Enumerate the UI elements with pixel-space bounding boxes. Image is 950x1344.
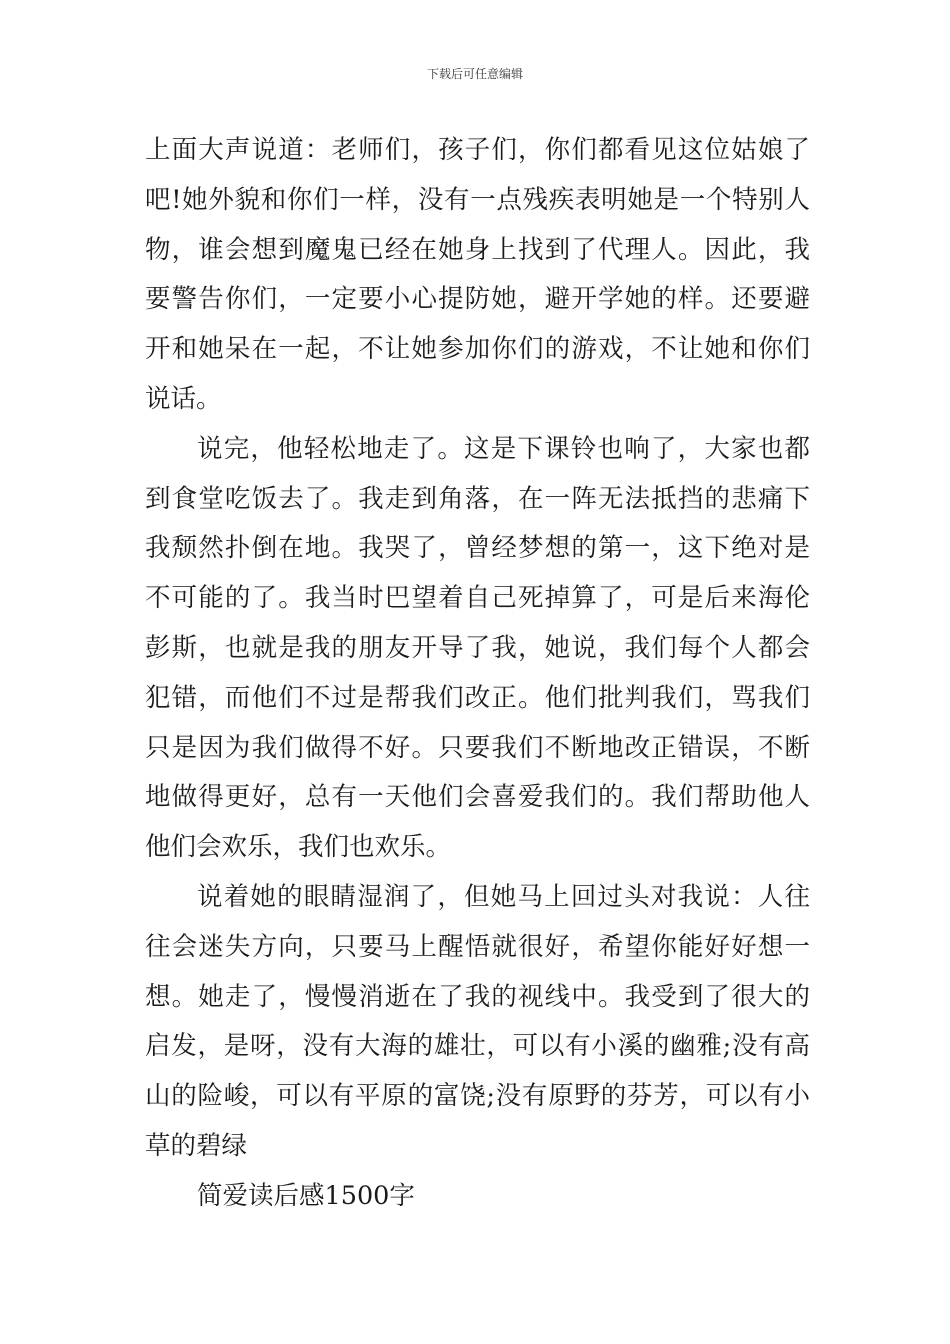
text-line: 往会迷失方向，只要马上醒悟就很好，希望你能好好想一 (145, 931, 810, 962)
text-line: 不可能的了。我当时巴望着自己死掉算了，可是后来海伦 (145, 583, 810, 614)
text-line: 只是因为我们做得不好。只要我们不断地改正错误，不断 (145, 732, 810, 763)
text-line: 要警告你们，一定要小心提防她，避开学她的样。还要避 (145, 284, 810, 315)
text-line: 到食堂吃饭去了。我走到角落，在一阵无法抵挡的悲痛下 (145, 483, 810, 514)
text-line: 犯错，而他们不过是帮我们改正。他们批判我们，骂我们 (145, 682, 810, 713)
paragraph (145, 425, 810, 873)
text-line: 地做得更好，总有一天他们会喜爱我们的。我们帮助他人 (145, 782, 810, 813)
text-line: 彭斯，也就是我的朋友开导了我，她说，我们每个人都会 (145, 632, 810, 663)
text-line: 上面大声说道：老师们，孩子们，你们都看见这位姑娘了 (145, 135, 810, 165)
text-line: 启发，是呀，没有大海的雄壮，可以有小溪的幽雅;没有高 (145, 1031, 810, 1062)
text-line: 说着她的眼睛湿润了，但她马上回过头对我说：人往 (197, 881, 810, 912)
page-header: 下载后可任意编辑 (426, 67, 523, 81)
text-line: 我颓然扑倒在地。我哭了，曾经梦想的第一，这下绝对是 (145, 533, 810, 564)
text-line: 他们会欢乐，我们也欢乐。 (145, 832, 452, 863)
text-line: 吧!她外貌和你们一样，没有一点残疾表明她是一个特别人 (145, 184, 810, 215)
text-line: 说完，他轻松地走了。这是下课铃也响了，大家也都 (197, 433, 810, 464)
document-body (145, 126, 810, 1222)
text-line: 物，谁会想到魔鬼已经在她身上找到了代理人。因此，我 (145, 234, 810, 265)
text-line: 想。她走了，慢慢消逝在了我的视线中。我受到了很大的 (145, 981, 810, 1012)
paragraph (145, 873, 810, 1172)
text-line: 开和她呆在一起，不让她参加你们的游戏，不让她和你们 (145, 334, 810, 365)
paragraph (145, 1172, 810, 1222)
paragraph (145, 126, 810, 425)
text-line: 山的险峻，可以有平原的富饶;没有原野的芬芳，可以有小 (145, 1081, 810, 1112)
text-line: 说话。 (145, 383, 222, 414)
text-line: 简爱读后感1500字 (197, 1180, 415, 1211)
text-line: 草的碧绿 (145, 1130, 248, 1161)
